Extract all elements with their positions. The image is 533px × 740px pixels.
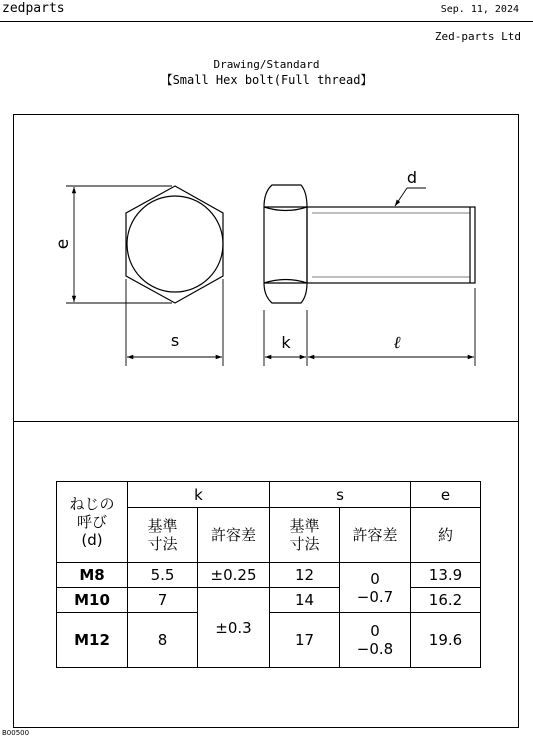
row-name: M12 (57, 613, 128, 668)
row-k: 7 (128, 588, 198, 613)
table-header-row (57, 482, 481, 508)
brand-name: zedparts (2, 1, 65, 16)
row-name: M10 (57, 588, 128, 613)
row-s: 17 (270, 613, 340, 668)
header-k: k (128, 482, 270, 508)
leader-d (395, 188, 426, 206)
label-s: s (170, 331, 180, 350)
table-row (57, 563, 481, 588)
document-type: Drawing/Standard (213, 58, 320, 71)
header-thread-name: ねじの 呼び (d) (57, 482, 128, 563)
row-e: 13.9 (411, 563, 481, 588)
row-e: 19.6 (411, 613, 481, 668)
header-k-standard: 基準 寸法 (128, 508, 198, 563)
dimension-e (66, 186, 172, 303)
table-row (57, 588, 481, 613)
row-k: 5.5 (128, 563, 198, 588)
row-s: 14 (270, 588, 340, 613)
spec-table (56, 481, 481, 668)
header-k-tolerance: 許容差 (198, 508, 270, 563)
label-d: d (406, 168, 418, 187)
header-s-standard: 基準 寸法 (270, 508, 340, 563)
row-s-tolerance: 0 −0.8 (340, 613, 411, 668)
row-k: 8 (128, 613, 198, 668)
row-e: 16.2 (411, 588, 481, 613)
hex-end-view (126, 186, 223, 303)
label-k: k (281, 333, 291, 352)
row-s-tolerance: 0 −0.7 (340, 563, 411, 613)
document-code: B00500 (2, 729, 30, 737)
header-s: s (270, 482, 411, 508)
row-s: 12 (270, 563, 340, 588)
header-s-tolerance: 許容差 (340, 508, 411, 563)
bolt-side-view (264, 185, 475, 303)
label-l: ℓ (393, 333, 401, 353)
header-e: e (411, 482, 481, 508)
row-k-tolerance: ±0.25 (198, 563, 270, 588)
document-title: 【Small Hex bolt(Full thread】 (160, 73, 373, 87)
label-e: e (53, 238, 73, 250)
dimension-l (308, 288, 475, 366)
row-k-tolerance: ±0.3 (198, 588, 270, 668)
header-e-approx: 約 (411, 508, 481, 563)
date-label: Sep. 11, 2024 (440, 4, 519, 15)
thread-lines (312, 213, 470, 277)
company-name: Zed-parts Ltd (434, 30, 521, 43)
row-name: M8 (57, 563, 128, 588)
